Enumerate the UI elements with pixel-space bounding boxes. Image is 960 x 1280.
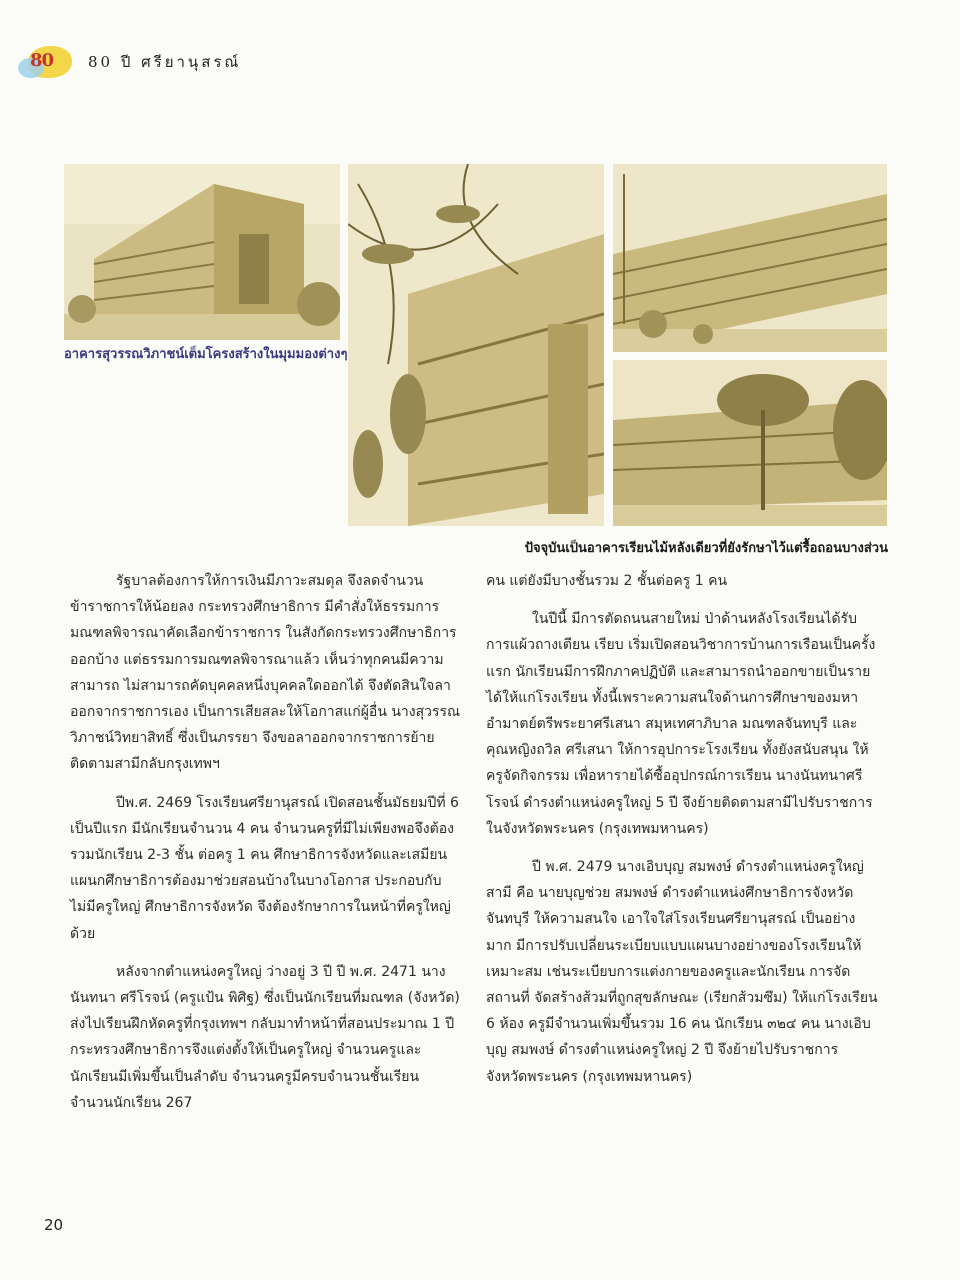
building-photo-icon	[613, 360, 887, 526]
right-text-column	[486, 568, 878, 1102]
paragraph: ในปีนี้ มีการตัดถนนสายใหม่ ป่าด้านหลังโรงเรียนได้รับการแผ้วถางเตียน เรียบ เริ่มเปิดสอนวิชาการบ้านการเรือนเป็นครั้งแรก นักเรียนมีการฝึกภาคปฏิบัติ และสามารถนำออกขายเป็นรายได้ให้แก่โรงเรียน ทั้งนี้เพราะความสนใจด้านการศึกษาของมหาอำมาตย์ตรีพระยาศรีเสนา สมุหเทศาภิบาล มณฑลจันทบุรี และคุณหญิงถวิล ศรีเสนา ให้การอุปการะโรงเรียน ทั้งยังสนับสนุน ให้ครูจัดกิจกรรม เพื่อหารายได้ซื้ออุปกรณ์การเรียน นางนันทนาศรีโรจน์ ดำรงตำแหน่งครูใหญ่ 5 ปี จึงย้ายติดตามสามีไปรับราชการ ในจังหวัดพระนคร (กรุงเทพมหานคร)	[486, 611, 876, 837]
photo-building-long-view	[613, 164, 887, 352]
building-photo-icon	[64, 164, 340, 340]
paragraph: หลังจากตำแหน่งครูใหญ่ ว่างอยู่ 3 ปี ปี พ.ศ. 2471 นางนันทนา ศรีโรจน์ (ครูแป้น พิศิฐ) ซึ่งเป็นนักเรียนที่มณฑล (จังหวัด) ส่งไปเรียนฝึกหัดครูที่กรุงเทพฯ กลับมาทำหน้าที่สอนประมาณ 1 ปี กระทรวงศึกษาธิการจึงแต่งตั้งให้เป็นครูใหญ่ จำนวนครูและนักเรียนมีเพิ่มขึ้นเป็นลำดับ จำนวนครูมีครบจำนวนชั้นเรียน จำนวนนักเรียน 267	[70, 963, 460, 1111]
caption-top-left: อาคารสุวรรณวิภาชน์เต็มโครงสร้างในมุมมองต่างๆ	[64, 347, 348, 362]
paragraph: ปี พ.ศ. 2479 นางเอิบบุญ สมพงษ์ ดำรงตำแหน่งครูใหญ่ สามี คือ นายบุญช่วย สมพงษ์ ดำรงตำแหน่งศึกษาธิการจังหวัดจันทบุรี ให้ความสนใจ เอาใจใส่โรงเรียนศรียานุสรณ์ เป็นอย่างมาก มีการปรับเปลี่ยนระเบียบแบบแผนบางอย่างของโรงเรียนให้เหมาะสม เช่นระเบียบการแต่งกายของครูและนักเรียน การจัดสถานที่ จัดสร้างส้วมที่ถูกสุขลักษณะ (เรียกส้วมซึม) ให้แก่โรงเรียน 6 ห้อง ครูมีจำนวนเพิ่มขึ้นรวม 16 คน นักเรียน ๓๒๔ คน นางเอิบบุญ สมพงษ์ ดำรงตำแหน่งครูใหญ่ 2 ปี จึงย้ายไปรับราชการ จังหวัดพระนคร (กรุงเทพมหานคร)	[486, 859, 878, 1085]
photo-building-front	[64, 164, 340, 340]
page-number: 20	[44, 1216, 64, 1234]
page-header	[18, 44, 241, 80]
caption-bottom-right: ปัจจุบันเป็นอาคารเรียนไม้หลังเดียวที่ยังรักษาไว้แต่รื้อถอนบางส่วน	[524, 541, 888, 556]
photo-building-balconies	[348, 164, 604, 526]
paragraph: ปีพ.ศ. 2469 โรงเรียนศรียานุสรณ์ เปิดสอนชั้นมัธยมปีที่ 6 เป็นปีแรก มีนักเรียนจำนวน 4 คน จำนวนครูที่มีไม่เพียงพอจึงต้องรวมนักเรียน 2-3 ชั้น ต่อครู 1 คน ศึกษาธิการจังหวัดและเสมียนแผนกศึกษาธิการต้องมาช่วยสอนบ้างในบางโอกาส ประกอบกับไม่มีครูใหญ่ ศึกษาธิการจังหวัด จึงต้องรักษาการในหน้าที่ครูใหญ่ด้วย	[70, 794, 459, 942]
anniversary-logo-icon: 80	[18, 44, 82, 80]
paragraph: คน แต่ยังมีบางชั้นรวม 2 ชั้นต่อครู 1 คน	[486, 573, 728, 589]
building-photo-icon	[613, 164, 887, 352]
left-text-column	[70, 568, 466, 1128]
paragraph: รัฐบาลต้องการให้การเงินมีภาวะสมดุล จึงลดจำนวนข้าราชการให้น้อยลง กระทรวงศึกษาธิการ มีคำสั่งให้ธรรมการมณฑลพิจารณาคัดเลือกข้าราชการ ในสังกัดกระทรวงศึกษาธิการออกบ้าง แต่ธรรมการมณฑลพิจารณาแล้ว เห็นว่าทุกคนมีความสามารถ ไม่สามารถคัดบุคคลหนึ่งบุคคลใดออกได้ จึงตัดสินใจลาออกจากราชการเอง เป็นการเสียสละให้โอกาสแก่ผู้อื่น นางสุวรรณ วิภาชน์วิทยาสิทธิ์ ซึ่งเป็นภรรยา จึงขอลาออกจากราชการย้ายติดตามสามีกลับกรุงเทพฯ	[70, 573, 461, 773]
header-title: 80 ปี ศรียานุสรณ์	[88, 53, 242, 71]
photo-building-with-trees	[613, 360, 887, 526]
building-photo-icon	[348, 164, 604, 526]
